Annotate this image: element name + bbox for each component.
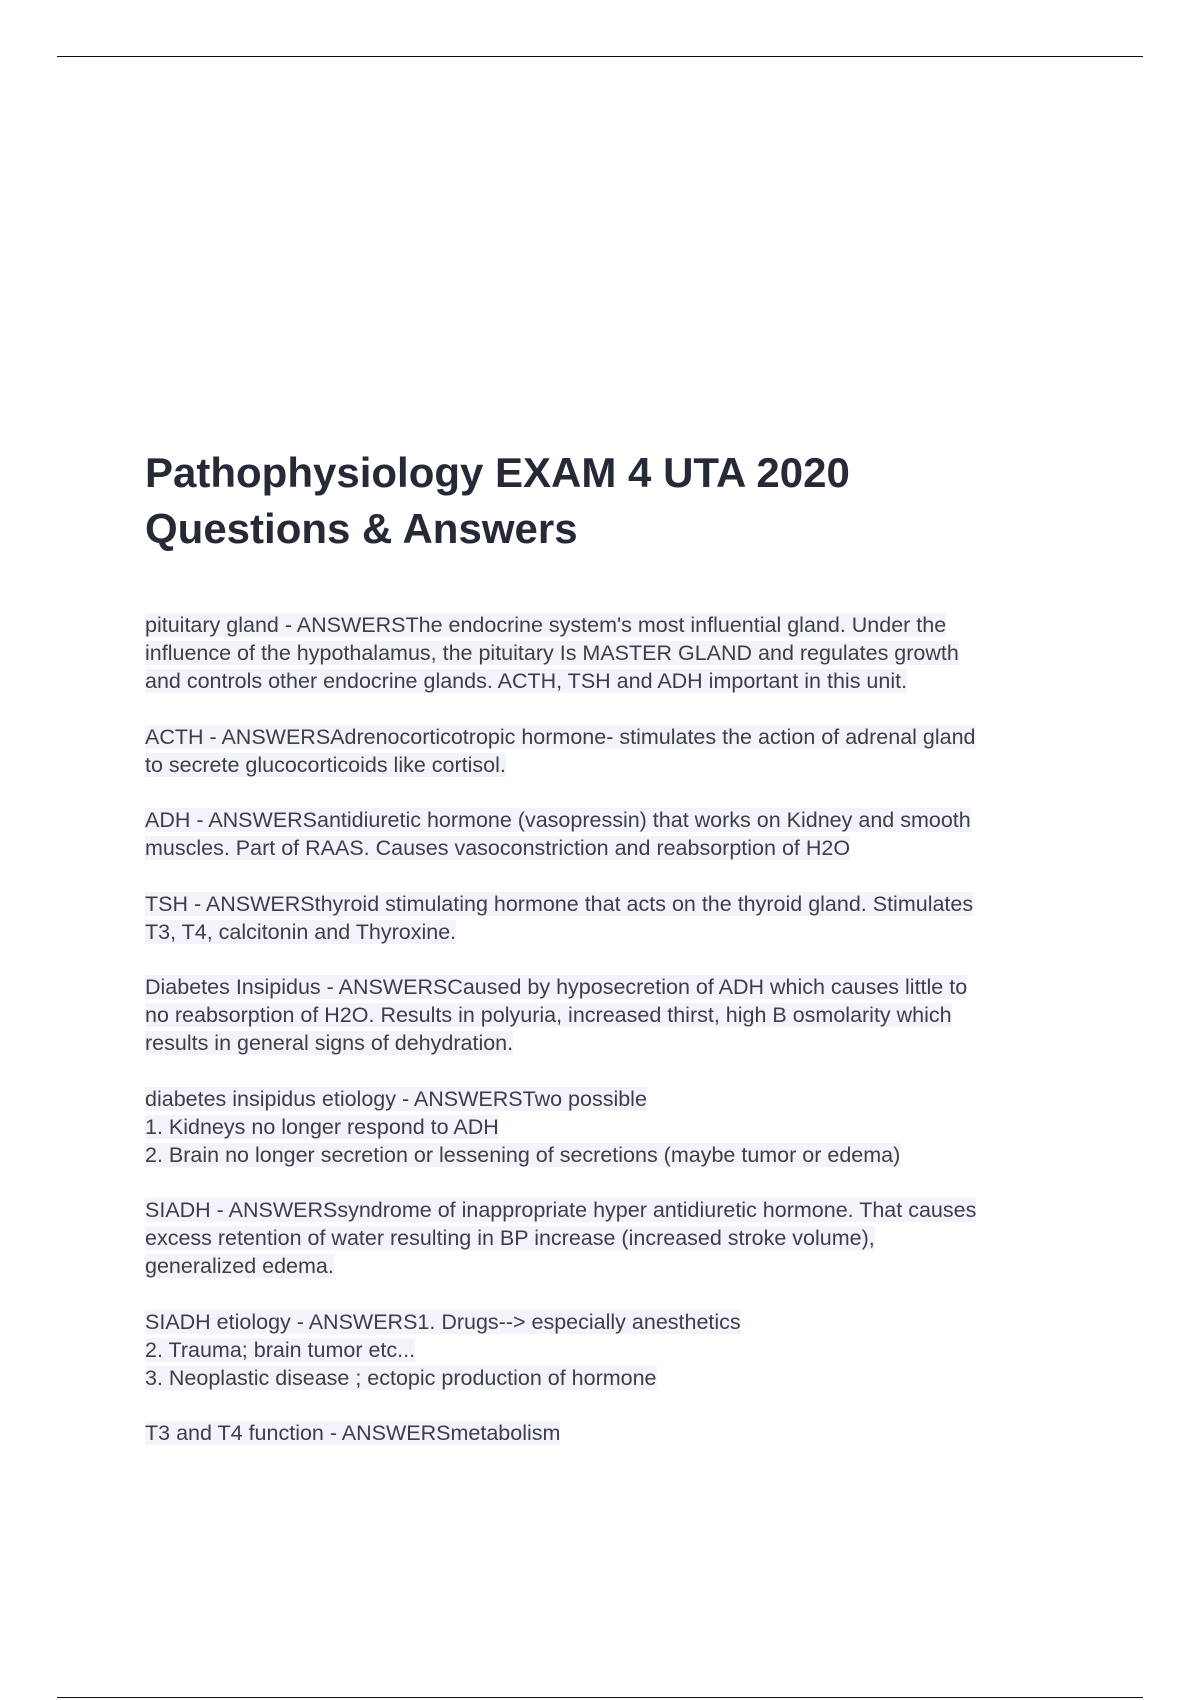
document-title-line-1: Pathophysiology EXAM 4 UTA 2020 [145, 449, 850, 496]
qa-entry-text: excess retention of water resulting in BP increase (increased stroke volume), [145, 1226, 875, 1250]
page-bottom-rule [57, 1697, 1143, 1698]
qa-entry-text: influence of the hypothalamus, the pituitary Is MASTER GLAND and regulates growth [145, 641, 959, 665]
qa-entry-text: generalized edema. [145, 1254, 334, 1278]
qa-entry-line [145, 667, 1090, 695]
qa-entry-text: Diabetes Insipidus - ANSWERSCaused by hyposecretion of ADH which causes little to [145, 975, 968, 999]
qa-entry-text: diabetes insipidus etiology - ANSWERSTwo possible [145, 1086, 647, 1111]
qa-entry-line [145, 806, 1090, 834]
qa-list [145, 611, 1090, 1475]
qa-entry-text: pituitary gland - ANSWERSThe endocrine system's most influential gland. Under the [145, 613, 947, 637]
qa-entry-text: 2. Trauma; brain tumor etc... [145, 1337, 416, 1362]
qa-entry-line [145, 1141, 1090, 1169]
qa-entry [145, 1419, 1090, 1447]
qa-entry-text: 1. Kidneys no longer respond to ADH [145, 1114, 499, 1139]
qa-entry-text: results in general signs of dehydration. [145, 1031, 514, 1055]
document-title [145, 445, 1105, 557]
qa-entry-line [145, 751, 1090, 779]
qa-entry-text: ACTH - ANSWERSAdrenocorticotropic hormone- stimulates the action of adrenal gland [145, 724, 976, 749]
qa-entry-line [145, 1029, 1090, 1057]
qa-entry-line [145, 1001, 1090, 1029]
qa-entry-text: T3 and T4 function - ANSWERSmetabolism [145, 1421, 561, 1445]
qa-entry [145, 1308, 1090, 1392]
page-top-rule [57, 56, 1143, 57]
qa-entry-line [145, 1336, 1090, 1364]
qa-entry-line [145, 639, 1090, 667]
qa-entry-text: to secrete glucocorticoids like cortisol. [145, 752, 506, 777]
qa-entry-line [145, 1113, 1090, 1141]
qa-entry-text: SIADH etiology - ANSWERS1. Drugs--> especially anesthetics [145, 1309, 741, 1334]
qa-entry-line [145, 1364, 1090, 1392]
qa-entry-line [145, 723, 1090, 751]
qa-entry [145, 806, 1090, 862]
qa-entry-line [145, 1085, 1090, 1113]
qa-entry [145, 611, 1090, 695]
qa-entry-line [145, 1308, 1090, 1336]
qa-entry-line [145, 973, 1090, 1001]
qa-entry-text: T3, T4, calcitonin and Thyroxine. [145, 919, 457, 944]
qa-entry [145, 723, 1090, 779]
qa-entry-text: ADH - ANSWERSantidiuretic hormone (vasopressin) that works on Kidney and smooth [145, 808, 971, 832]
qa-entry [145, 1196, 1090, 1280]
qa-entry-line [145, 1224, 1090, 1252]
qa-entry-line [145, 1196, 1090, 1224]
qa-entry-text: no reabsorption of H2O. Results in polyuria, increased thirst, high B osmolarity which [145, 1003, 952, 1027]
qa-entry-text: SIADH - ANSWERSsyndrome of inappropriate hyper antidiuretic hormone. That causes [145, 1198, 977, 1222]
qa-entry-text: 2. Brain no longer secretion or lessening of secretions (maybe tumor or edema) [145, 1142, 901, 1167]
qa-entry-line [145, 1419, 1090, 1447]
document-title-line-2: Questions & Answers [145, 505, 578, 552]
qa-entry-text: 3. Neoplastic disease ; ectopic production of hormone [145, 1365, 657, 1390]
qa-entry-text: muscles. Part of RAAS. Causes vasoconstriction and reabsorption of H2O [145, 836, 851, 860]
qa-entry-text: TSH - ANSWERSthyroid stimulating hormone that acts on the thyroid gland. Stimulates [145, 891, 974, 916]
qa-entry-line [145, 890, 1090, 918]
qa-entry [145, 1085, 1090, 1169]
qa-entry-line [145, 1252, 1090, 1280]
qa-entry-line [145, 918, 1090, 946]
qa-entry-line [145, 834, 1090, 862]
qa-entry [145, 890, 1090, 946]
qa-entry-line [145, 611, 1090, 639]
qa-entry-text: and controls other endocrine glands. ACTH, TSH and ADH important in this unit. [145, 669, 908, 693]
qa-entry [145, 973, 1090, 1057]
